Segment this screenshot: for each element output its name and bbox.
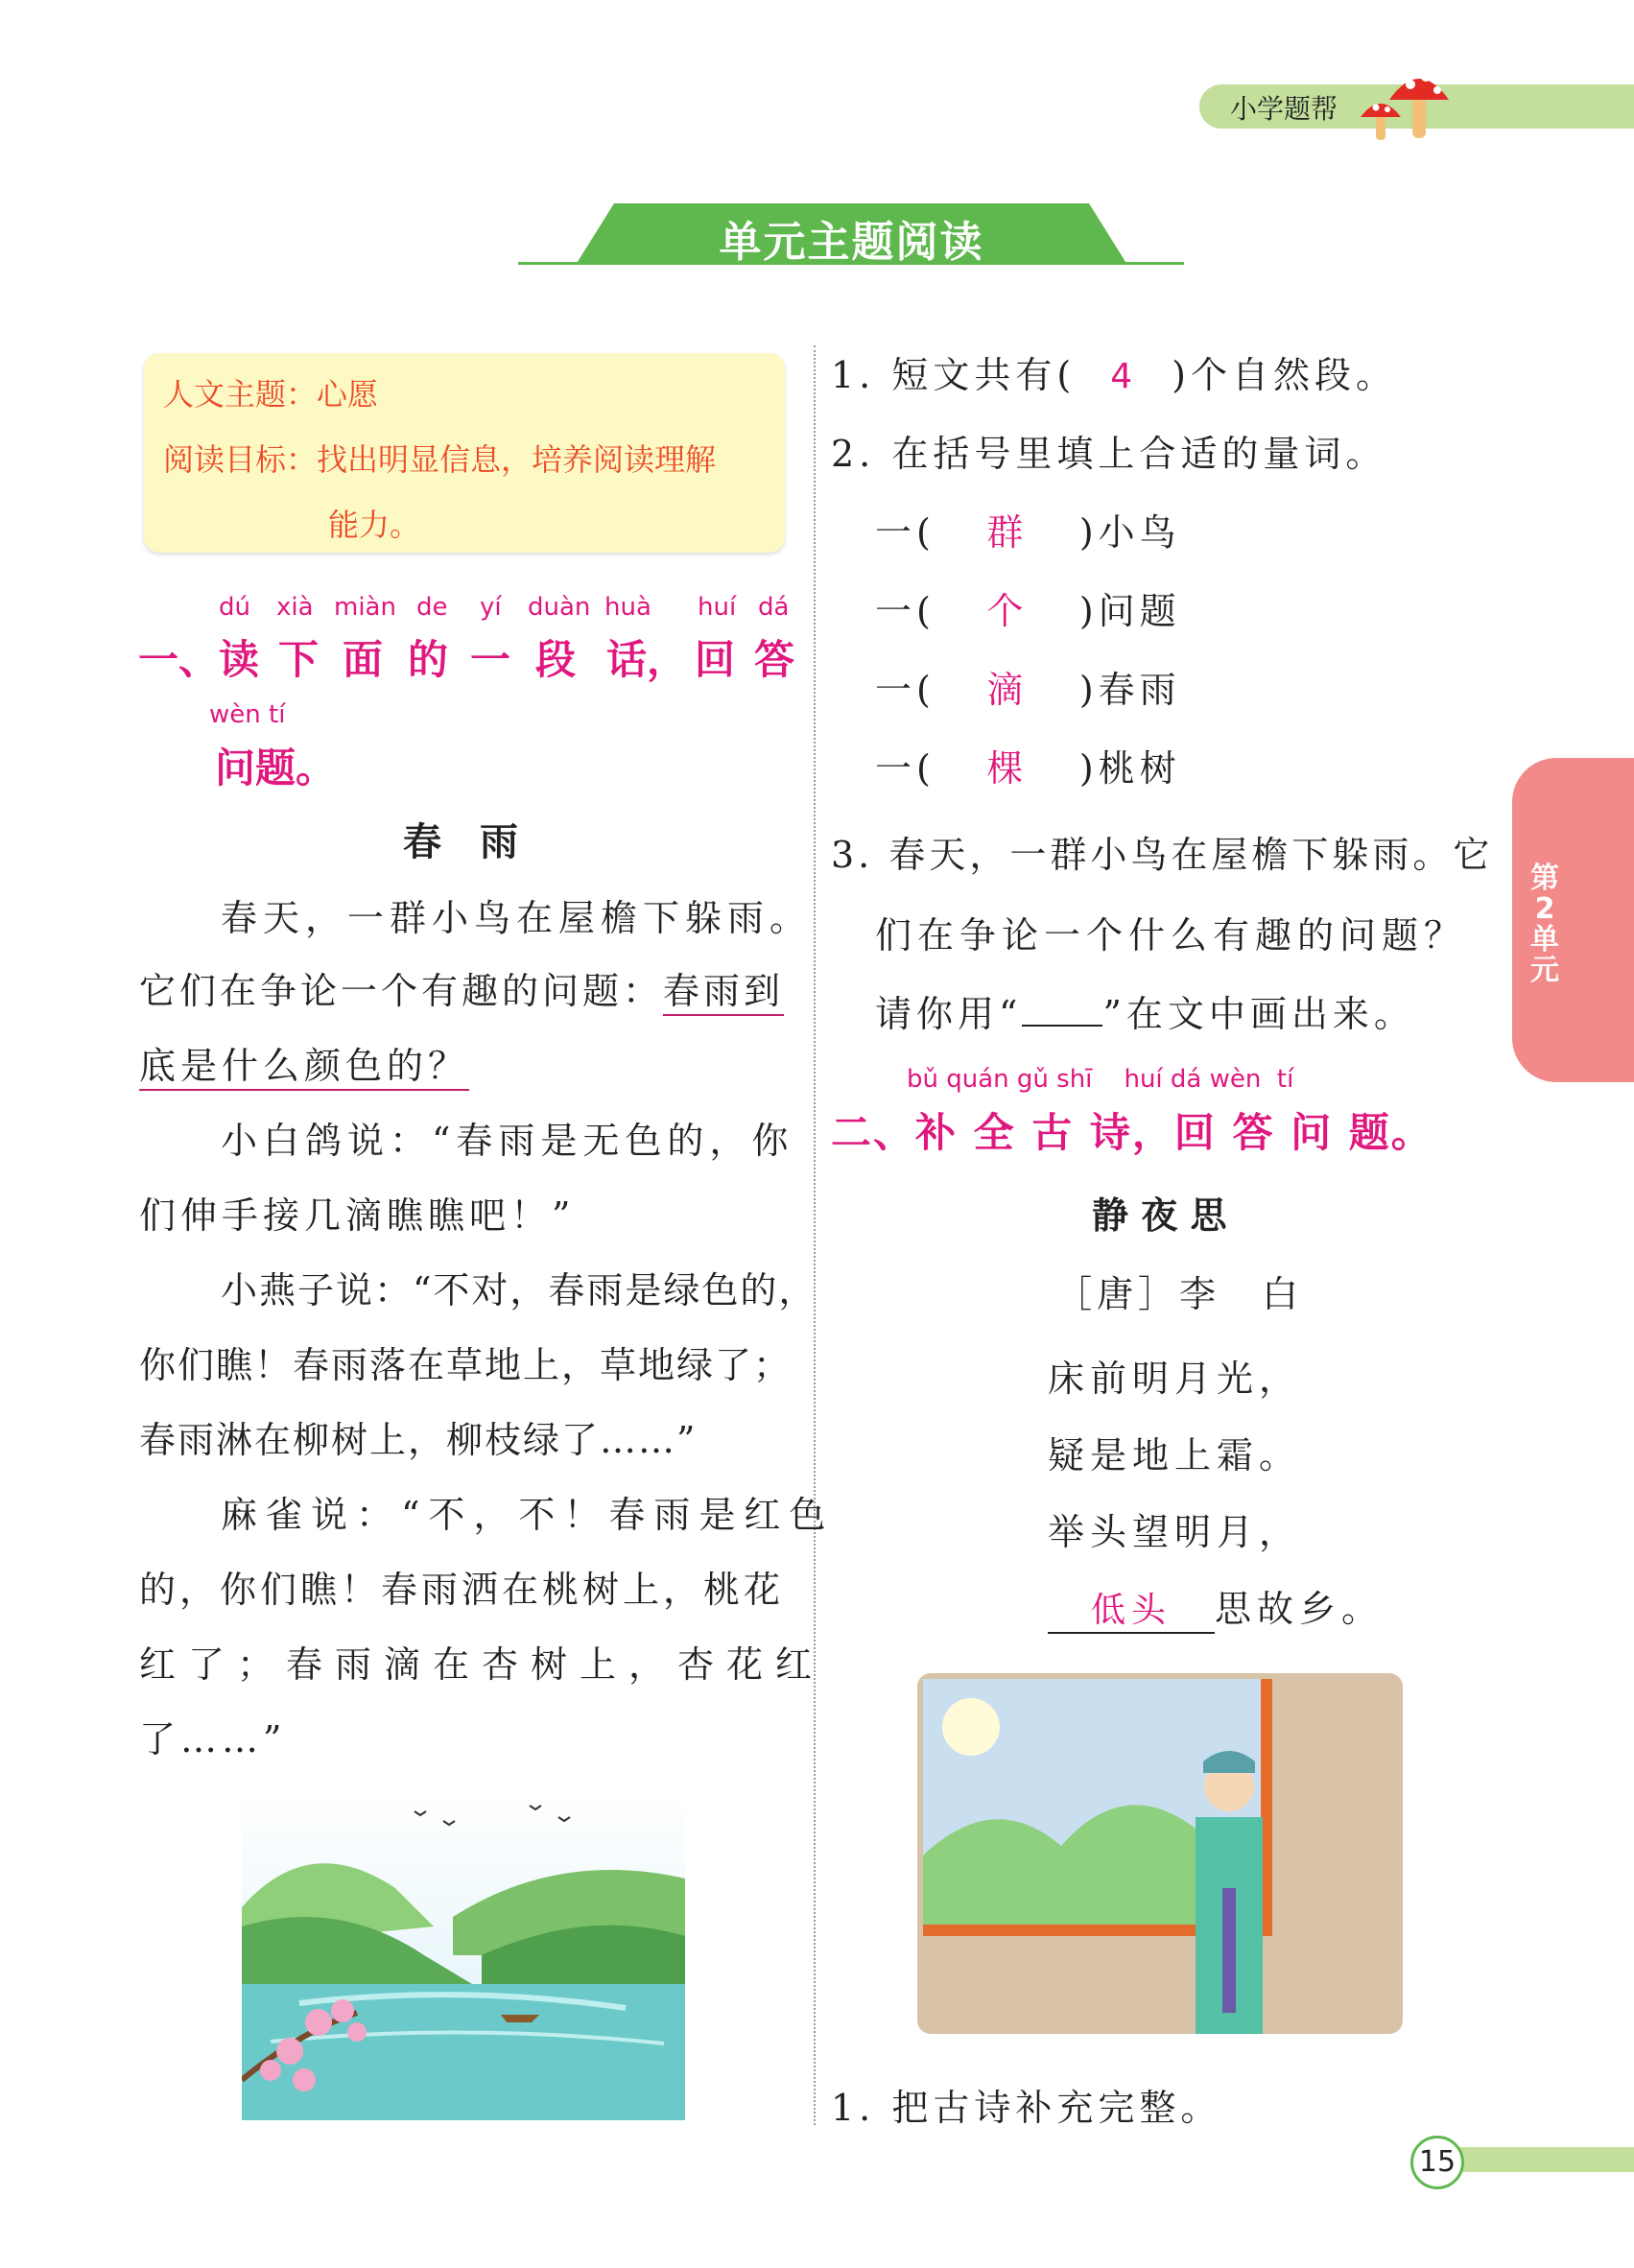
- question-2: 2. 在括号里填上合适的量词。: [831, 433, 1387, 475]
- heading-char-7: 话，: [606, 636, 688, 683]
- measure-answer-3: 滴: [986, 669, 1029, 711]
- passage-line-8: 春雨淋在柳树上，柳枝绿了……”: [139, 1419, 698, 1461]
- measure-row-1: [875, 503, 1181, 555]
- poem-line-2: 疑是地上霜。: [1048, 1434, 1302, 1477]
- measure-answer-4: 棵: [986, 747, 1029, 790]
- reading-goal-cont: 能力。: [328, 507, 421, 543]
- heading-char-3: 面: [343, 636, 384, 683]
- passage-line-4: 小白鸽说：“春雨是无色的，你: [221, 1120, 794, 1162]
- heading-char-5: 一: [470, 636, 511, 683]
- heading-char-8: 回: [695, 636, 736, 683]
- reading-goal: 阅读目标：找出明显信息，培养阅读理解: [163, 441, 717, 478]
- measure-row-3: [875, 660, 1181, 713]
- measure-answer-1: 群: [986, 511, 1029, 554]
- page-title: 单元主题阅读: [719, 218, 984, 267]
- column-divider: [814, 345, 816, 2125]
- poem-author: ［唐］李 白: [1055, 1273, 1304, 1315]
- passage-title: 春 雨: [403, 820, 518, 864]
- unit-tab-label: 第2单元: [1530, 862, 1559, 987]
- page-number: 15: [1410, 2136, 1464, 2189]
- theme-label: 人文主题：心愿: [163, 376, 379, 413]
- poem-blank-answer: 低头: [1048, 1583, 1215, 1634]
- poem-title: 静 夜 思: [1092, 1194, 1227, 1237]
- measure-rest-1: )小鸟: [1078, 511, 1181, 554]
- passage-underline-2: 底是什么颜色的？: [139, 1045, 469, 1091]
- passage-underline-1: 春雨到: [663, 970, 784, 1016]
- question-3-line-3: [875, 984, 1415, 1037]
- measure-prefix-4: 一(: [875, 747, 935, 790]
- question-1: [831, 345, 1397, 398]
- poem-line-4: [1048, 1579, 1384, 1634]
- pinyin-yi: yí: [480, 593, 502, 622]
- pinyin-da: dá: [758, 593, 790, 622]
- mushroom-icon: [1353, 58, 1458, 144]
- heading-char-6: 段: [535, 636, 577, 683]
- question-3-line-1: 3. 春天，一群小鸟在屋檐下躲雨。它: [831, 834, 1494, 876]
- theme-box: [144, 353, 785, 553]
- question-3-line-2: 们在争论一个什么有趣的问题？: [875, 914, 1467, 957]
- heading-line2: 问题。: [215, 744, 337, 791]
- poem-line-1: 床前明月光，: [1048, 1358, 1302, 1400]
- q1-suffix: )个自然段。: [1172, 354, 1397, 396]
- passage-line-6: 小燕子说：“不对，春雨是绿色的，: [221, 1269, 817, 1311]
- pinyin-wenti: wèn tí: [209, 700, 286, 729]
- brand-name: 小学题帮: [1230, 93, 1338, 125]
- heading-char-1: 一、读: [138, 636, 260, 683]
- passage-line-2: [139, 961, 784, 1014]
- poet-illustration: [917, 1673, 1403, 2034]
- pinyin-hua: huà: [604, 593, 651, 622]
- pinyin-xia: xià: [276, 593, 314, 622]
- spring-rain-illustration: [242, 1792, 685, 2120]
- heading-char-2: 下: [278, 636, 320, 683]
- section2-heading: 二、补 全 古 诗，回 答 问 题。: [831, 1109, 1433, 1156]
- q3-line3a: 请你用“: [875, 993, 1023, 1035]
- measure-prefix-1: 一(: [875, 511, 935, 554]
- passage-line-2a: 它们在争论一个有趣的问题：: [139, 970, 664, 1012]
- final-question: 1. 把古诗补充完整。: [831, 2087, 1222, 2129]
- passage-line-9: 麻雀说：“不，不！春雨是红色: [221, 1494, 835, 1536]
- measure-answer-2: 个: [986, 590, 1029, 632]
- q1-prefix: 1. 短文共有(: [831, 354, 1077, 396]
- section2-pinyin: bǔ quán gǔ shī huí dá wèn tí: [907, 1065, 1294, 1094]
- measure-rest-4: )桃树: [1078, 747, 1181, 790]
- footer-bar: [1439, 2147, 1634, 2172]
- pinyin-mian: miàn: [334, 593, 396, 622]
- measure-row-4: [875, 739, 1181, 791]
- measure-prefix-3: 一(: [875, 669, 935, 711]
- pinyin-du: dú: [219, 593, 250, 622]
- passage-line-11: 红了；春雨滴在杏树上，杏花红: [139, 1643, 825, 1686]
- poem-line-3: 举头望明月，: [1048, 1511, 1302, 1553]
- measure-rest-2: )问题: [1078, 590, 1181, 632]
- pinyin-hui: huí: [698, 593, 737, 622]
- q3-line3b: ”在文中画出来。: [1102, 993, 1415, 1035]
- passage-line-7: 你们瞧！春雨落在草地上，草地绿了；: [139, 1344, 793, 1386]
- q1-answer: 4: [1110, 357, 1138, 396]
- measure-rest-3: )春雨: [1078, 669, 1181, 711]
- passage-line-12: 了……”: [139, 1718, 287, 1760]
- passage-line-1: 春天，一群小鸟在屋檐下躲雨。: [221, 897, 813, 939]
- measure-row-2: [875, 581, 1181, 634]
- passage-line-10: 的，你们瞧！春雨洒在桃树上，桃花: [139, 1569, 785, 1611]
- pinyin-duan: duàn: [528, 593, 591, 622]
- q3-underline-sample: [1022, 996, 1102, 1027]
- poem-line-4-rest: 思故乡。: [1215, 1588, 1385, 1630]
- passage-line-5: 们伸手接几滴瞧瞧吧！”: [139, 1194, 576, 1237]
- heading-char-9: 答: [754, 636, 795, 683]
- measure-prefix-2: 一(: [875, 590, 935, 632]
- heading-char-4: 的: [408, 636, 449, 683]
- pinyin-de: de: [416, 593, 448, 622]
- passage-line-3: [139, 1036, 469, 1089]
